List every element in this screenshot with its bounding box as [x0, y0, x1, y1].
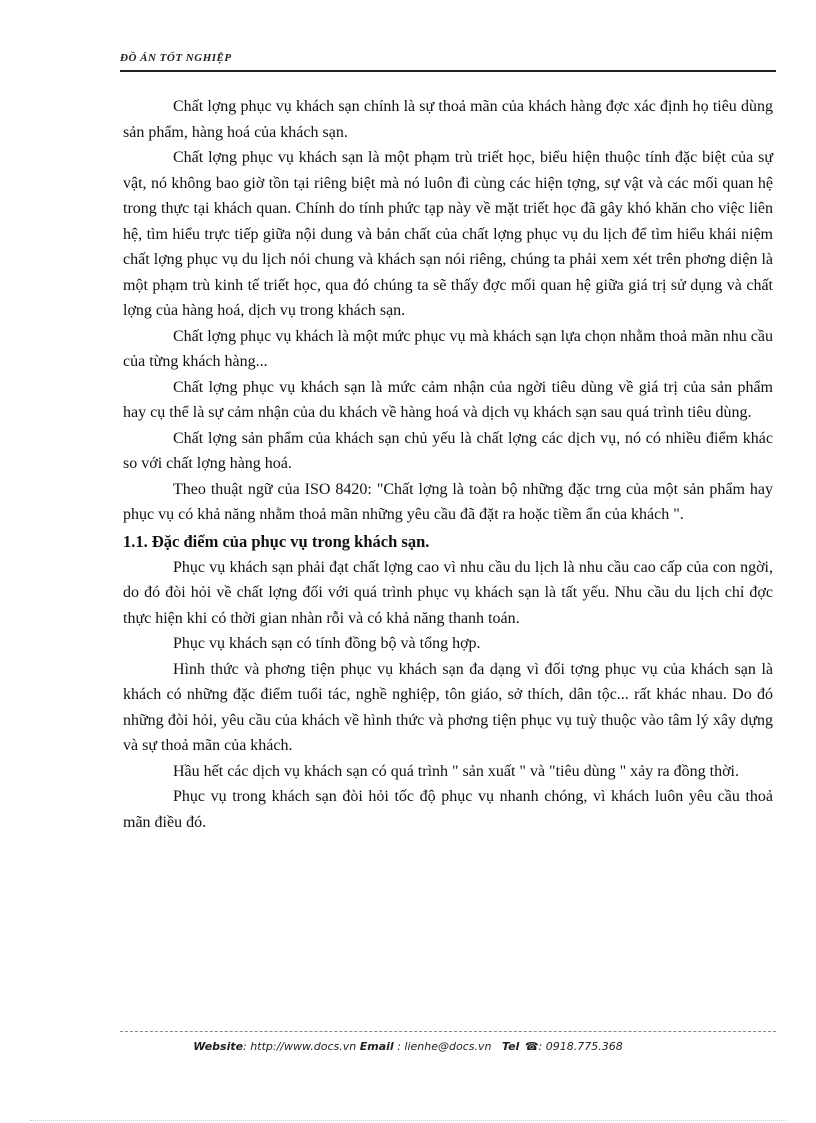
paragraph: Chất lợng phục vụ khách sạn là một phạm trù triết học, biểu hiện thuộc tính đặc biệt của sự vật, nó không bao giờ tồn tại riêng biệt mà nó luôn đi cùng các hiện tợng, sự vật và các mối quan hệ trong thực tại khách quan. Chính do tính phức tạp này về mặt triết học đã gây khó khăn cho việc liên hệ, tìm hiểu trực tiếp giữa nội dung và bản chất của chất lợng phục vụ du lịch để tìm hiểu khái niệm chất lợng phục vụ du lịch nói chung và khách sạn nói riêng, chúng ta phải xem xét trên phơng diện là một phạm trù kinh tế triết học, qua đó chúng ta sẽ thấy đợc mối quan hệ giữa giá trị sử dụng và chất lợng của hàng hoá, dịch vụ trong khách sạn. [123, 149, 773, 319]
footer-tel-value: : 0918.775.368 [538, 1040, 623, 1053]
footer-tel-label: Tel [501, 1040, 520, 1053]
paragraph: Chất lợng sản phẩm của khách sạn chủ yếu là chất lợng các dịch vụ, nó có nhiều điểm khác so với chất lợng hàng hoá. [123, 429, 773, 472]
paragraph: Chất lợng phục vụ khách sạn chính là sự thoả mãn của khách hàng đợc xác định họ tiêu dùng sản phẩm, hàng hoá của khách sạn. [123, 98, 773, 141]
paragraph: Phục vụ khách sạn phải đạt chất lợng cao vì nhu cầu du lịch là nhu cầu cao cấp của con ngời, do đó đòi hỏi về chất lợng đối với quá trình phục vụ khách sạn là tất yếu. Nhu cầu du lịch chỉ đợc thực hiện khi có thời gian nhàn rỗi và có khả năng thanh toán. [123, 558, 773, 627]
footer-website-link[interactable]: : http://www.docs.vn [243, 1040, 357, 1053]
paragraph: Phục vụ khách sạn có tính đồng bộ và tổng hợp. [173, 635, 481, 652]
header-title: ĐỒ ÁN TỐT NGHIỆP [120, 52, 232, 64]
paragraph: Chất lợng phục vụ khách sạn là mức cảm nhận của ngời tiêu dùng về giá trị của sản phẩm hay cụ thể là sự cảm nhận của du khách về hàng hoá và dịch vụ khách sạn sau quá trình tiêu dùng. [123, 378, 773, 421]
footer-website-label: Website [193, 1040, 244, 1053]
paragraph: Chất lợng phục vụ khách là một mức phục vụ mà khách sạn lựa chọn nhằm thoả mãn nhu cầu của từng khách hàng... [123, 327, 773, 370]
footer-email-link[interactable]: : lienhe@docs.vn [393, 1040, 492, 1053]
page-footer [0, 1040, 816, 1053]
footer-divider [120, 1031, 776, 1032]
paragraph: Phục vụ trong khách sạn đòi hỏi tốc độ phục vụ nhanh chóng, vì khách luôn yêu cầu thoả mãn điều đó. [123, 788, 773, 831]
paragraph: Hầu hết các dịch vụ khách sạn có quá trình " sản xuất " và "tiêu dùng " xảy ra đồng thời. [173, 762, 739, 780]
paragraph: Theo thuật ngữ của ISO 8420: "Chất lợng là toàn bộ những đặc trng của một sản phẩm hay phục vụ có khả năng nhằm thoả mãn những yêu cầu đã đặt ra hoặc tiềm ẩn của khách ". [123, 480, 773, 523]
page-header [120, 50, 776, 72]
page-edge-divider [30, 1120, 786, 1121]
footer-email-label: Email [359, 1040, 394, 1053]
document-body [123, 94, 773, 835]
paragraph: Hình thức và phơng tiện phục vụ khách sạn đa dạng vì đối tợng phục vụ của khách sạn là khách có những đặc điểm tuổi tác, nghề nghiệp, tôn giáo, sở thích, dân tộc... rất khác nhau. Do đó những đòi hỏi, yêu cầu của khách về hình thức và phơng tiện phục vụ tuỳ thuộc vào tâm lý xây dựng và sự thoả mãn của khách. [123, 660, 773, 754]
section-heading: 1.1. Đặc điểm của phục vụ trong khách sạn. [123, 531, 430, 551]
phone-icon: ☎ [524, 1040, 539, 1053]
